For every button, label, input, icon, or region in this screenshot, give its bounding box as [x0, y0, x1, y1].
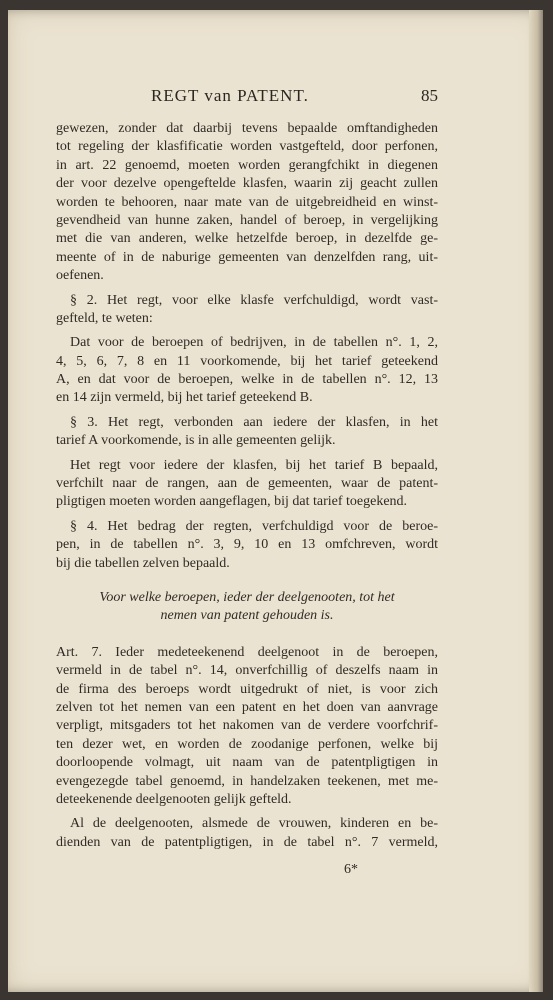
- text-line: Dat voor de beroepen of bedrijven, in de tabellen n°. 1, 2,: [70, 335, 438, 351]
- paragraph-4: [56, 414, 438, 451]
- text-line: Al de deelgenooten, alsmede de vrouwen, kinderen en be-: [70, 816, 438, 832]
- text-line: evengezegde tabel genoemd, in handelzaken teekenen, met me-: [56, 773, 438, 789]
- text-line: tot regeling der klasfificatie worden vastgefteld, door perfonen,: [56, 139, 438, 155]
- section-subheading: [56, 589, 438, 626]
- text-line: bij die tabellen zelven bepaald.: [56, 555, 230, 571]
- text-line: en 14 zijn vermeld, bij het tarief geteekend B.: [56, 390, 313, 406]
- text-line: der voor dezelve opengeftelde klasfen, waarin zij geacht zullen: [56, 176, 438, 192]
- text-line: ten dezer wet, en worden de zoodanige perfonen, welke bij: [56, 736, 438, 752]
- text-line: Het regt voor iedere der klasfen, bij het tarief B bepaald,: [70, 457, 438, 473]
- text-line: 4, 5, 6, 7, 8 en 11 voorkomende, bij het tarief geteekend: [56, 353, 438, 369]
- page-number: 85: [421, 86, 438, 105]
- paragraph-7: [56, 644, 438, 810]
- text-line: gefteld, te weten:: [56, 310, 153, 326]
- paragraph-8: [56, 815, 438, 852]
- paragraph-3: [56, 334, 438, 408]
- text-line: met die van anderen, welke hetzelfde beroep, in dezelfde ge-: [56, 231, 438, 247]
- signature-mark: 6*: [344, 862, 358, 877]
- text-line: vermeld in de tabel n°. 14, onverfchillig of deszelfs naam in: [56, 663, 438, 679]
- text-line: worden te behooren, naar mate van de uitgebreidheid en winst-: [56, 194, 438, 210]
- text-line: verpligt, mitsgaders tot het nakomen van de verdere voorfchrif-: [56, 718, 438, 734]
- subheading-line: nemen van patent gehouden is.: [160, 608, 334, 624]
- text-line: § 2. Het regt, voor elke klasfe verfchuldigd, wordt vast-: [70, 292, 438, 308]
- text-line: gewezen, zonder dat daarbij tevens bepaalde omftandigheden: [56, 121, 438, 136]
- text-line: § 4. Het bedrag der regten, verfchuldigd voor de beroe-: [70, 518, 438, 534]
- text-line: deteekenende deelgenooten gelijk gefteld.: [56, 791, 292, 807]
- text-line: gevendheid van hunne zaken, handel of beroep, in vergelijking: [56, 212, 438, 228]
- running-head: REGT van PATENT.: [151, 86, 309, 105]
- text-line: in art. 22 genoemd, moeten worden gerangfchikt in diegenen: [56, 157, 438, 173]
- page-body: [56, 120, 438, 852]
- paragraph-1: [56, 120, 438, 286]
- text-line: zelven tot het nemen van een patent en het doen van aanvrage: [56, 699, 438, 715]
- text-line: meente of in de naburige gemeenten van denzelfden rang, uit-: [56, 249, 438, 265]
- text-line: de firma des beroeps wordt uitgedrukt of niet, is voor zich: [56, 681, 438, 697]
- book-page: [8, 10, 543, 992]
- text-line: dienden van de patentpligtigen, in de tabel n°. 7 vermeld,: [56, 834, 438, 850]
- text-line: A, en dat voor de beroepen, welke in de tabellen n°. 12, 13: [56, 372, 438, 388]
- text-line: oefenen.: [56, 268, 104, 284]
- text-line: pen, in de tabellen n°. 3, 9, 10 en 13 omfchreven, wordt: [56, 537, 438, 553]
- paragraph-2: [56, 292, 438, 329]
- text-line: § 3. Het regt, verbonden aan iedere der klasfen, in het: [70, 414, 438, 430]
- text-line: Art. 7. Ieder medeteekenend deelgenoot in de beroepen,: [56, 644, 438, 660]
- text-line: verfchilt naar de rangen, aan de gemeenten, waar de patent-: [56, 476, 438, 492]
- text-line: pligtigen moeten worden aangeflagen, bij dat tarief toegekend.: [56, 494, 408, 510]
- text-line: doorloopende volmagt, uit naam van de patentpligtigen in: [56, 755, 438, 771]
- paragraph-6: [56, 518, 438, 573]
- paragraph-5: [56, 457, 438, 512]
- subheading-line: Voor welke beroepen, ieder der deelgenooten, tot het: [99, 589, 395, 605]
- text-line: tarief A voorkomende, is in alle gemeenten gelijk.: [56, 433, 336, 449]
- page-edge: [529, 10, 543, 992]
- page-header: [56, 86, 438, 108]
